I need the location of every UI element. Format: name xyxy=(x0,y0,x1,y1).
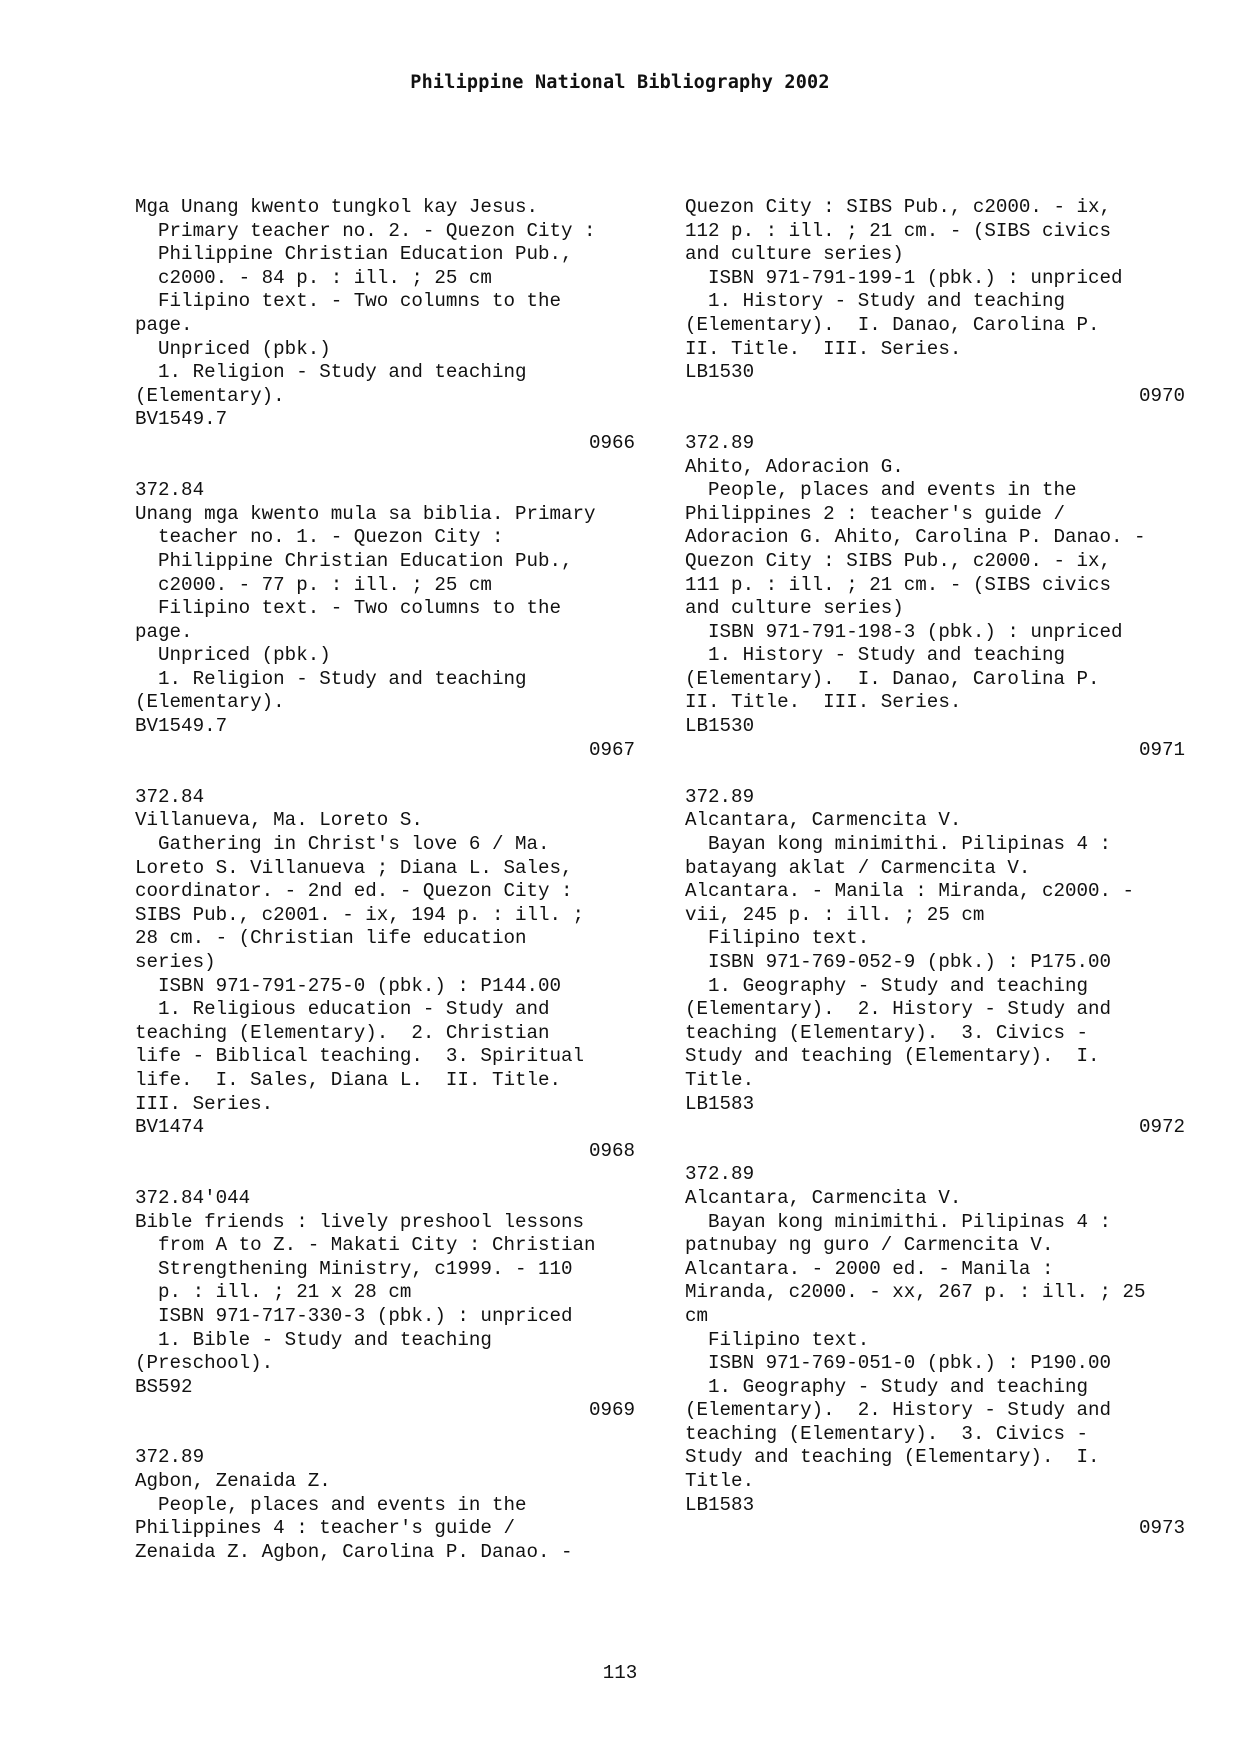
entry-line: c2000. - 84 p. : ill. ; 25 cm xyxy=(135,266,492,289)
entry-line: People, places and events in the xyxy=(685,479,1077,502)
entry-line: life - Biblical teaching. 3. Spiritual xyxy=(135,1045,585,1068)
entry-line: Unpriced (pbk.) xyxy=(135,337,331,360)
entry-line: LB1583 xyxy=(685,1493,755,1516)
bibliography-entry xyxy=(685,196,1185,432)
entry-line: (Elementary). I. Danao, Carolina P. xyxy=(685,667,1100,690)
entry-line: (Preschool). xyxy=(135,1352,274,1375)
entry-line: Philippines 4 : teacher's guide / xyxy=(135,1517,515,1540)
entry-line: Philippine Christian Education Pub., xyxy=(135,243,573,266)
entry-line: vii, 245 p. : ill. ; 25 cm xyxy=(685,903,985,926)
entry-line: Study and teaching (Elementary). I. xyxy=(685,1446,1100,1469)
entry-line: Alcantara, Carmencita V. xyxy=(685,1186,962,1209)
entry-line: 1. Religious education - Study and xyxy=(135,998,550,1021)
bibliography-entry xyxy=(135,1446,635,1564)
entry-line: BV1549.7 xyxy=(135,715,228,738)
entry-line: (Elementary). xyxy=(135,384,285,407)
entry-line: Agbon, Zenaida Z. xyxy=(135,1470,331,1493)
entry-line: II. Title. III. Series. xyxy=(685,691,962,714)
entry-line: 372.89 xyxy=(135,1446,205,1469)
entry-line: Villanueva, Ma. Loreto S. xyxy=(135,809,423,832)
entry-line: (Elementary). 2. History - Study and xyxy=(685,998,1112,1021)
entry-spacer xyxy=(135,1423,635,1447)
entry-line: 28 cm. - (Christian life education xyxy=(135,927,527,950)
entry-line: Title. xyxy=(685,1068,755,1091)
entry-line: Study and teaching (Elementary). I. xyxy=(685,1045,1100,1068)
entry-line: 1. Religion - Study and teaching xyxy=(135,361,527,384)
entry-line: patnubay ng guro / Carmencita V. xyxy=(685,1234,1054,1257)
entry-line: Filipino text. - Two columns to the xyxy=(135,597,562,620)
entry-line: ISBN 971-769-051-0 (pbk.) : P190.00 xyxy=(685,1352,1112,1375)
bibliography-entry xyxy=(135,1187,635,1447)
entry-line: Miranda, c2000. - xx, 267 p. : ill. ; 25 xyxy=(685,1281,1146,1304)
bibliography-entry xyxy=(135,786,635,1187)
entry-line: (Elementary). xyxy=(135,691,285,714)
entry-line: Mga Unang kwento tungkol kay Jesus. xyxy=(135,196,539,218)
entry-line: Strengthening Ministry, c1999. - 110 xyxy=(135,1257,573,1280)
entry-line: Bible friends : lively preshool lessons xyxy=(135,1210,585,1233)
entry-line: Ahito, Adoracion G. xyxy=(685,455,904,478)
entry-line: Bayan kong minimithi. Pilipinas 4 : xyxy=(685,1210,1112,1233)
entry-line: Alcantara. - Manila : Miranda, c2000. - xyxy=(685,880,1135,903)
entry-line: BS592 xyxy=(135,1375,193,1398)
entry-line: life. I. Sales, Diana L. II. Title. xyxy=(135,1068,562,1091)
entry-line: LB1583 xyxy=(685,1092,755,1115)
entry-line: ISBN 971-791-199-1 (pbk.) : unpriced xyxy=(685,266,1123,289)
left-column xyxy=(135,196,635,1564)
entry-line: batayang aklat / Carmencita V. xyxy=(685,856,1031,879)
entry-line: Filipino text. xyxy=(685,1328,870,1351)
entry-line: Alcantara, Carmencita V. xyxy=(685,809,962,832)
entry-line: cm xyxy=(685,1304,709,1327)
bibliography-entry xyxy=(685,432,1185,786)
entry-line: SIBS Pub., c2001. - ix, 194 p. : ill. ; xyxy=(135,903,585,926)
entry-line: 372.84 xyxy=(135,479,205,502)
bibliography-entry xyxy=(685,1163,1185,1564)
entry-line: LB1530 xyxy=(685,715,755,738)
entry-line: and culture series) xyxy=(685,243,904,266)
right-column xyxy=(685,196,1185,1564)
entry-line: 372.89 xyxy=(685,431,755,454)
entry-line: BV1474 xyxy=(135,1116,205,1139)
entry-spacer xyxy=(685,762,1185,786)
entry-line: p. : ill. ; 21 x 28 cm xyxy=(135,1281,412,1304)
entry-line: (Elementary). I. Danao, Carolina P. xyxy=(685,313,1100,336)
entry-line: Zenaida Z. Agbon, Carolina P. Danao. - xyxy=(135,1540,573,1563)
entry-line: 1. History - Study and teaching xyxy=(685,644,1065,667)
entry-line: coordinator. - 2nd ed. - Quezon City : xyxy=(135,880,573,903)
entry-spacer xyxy=(135,762,635,786)
entry-spacer xyxy=(685,1541,1185,1565)
entry-line: series) xyxy=(135,951,216,973)
entry-line: Quezon City : SIBS Pub., c2000. - ix, xyxy=(685,549,1112,572)
entry-spacer xyxy=(685,1140,1185,1164)
entry-line: Filipino text. xyxy=(685,927,870,950)
entry-line: BV1549.7 xyxy=(135,408,228,431)
entry-line: ISBN 971-791-275-0 (pbk.) : P144.00 xyxy=(135,974,562,997)
bibliography-entry xyxy=(685,786,1185,1164)
entry-line: 111 p. : ill. ; 21 cm. - (SIBS civics xyxy=(685,573,1112,596)
page-title: Philippine National Bibliography 2002 xyxy=(410,72,830,93)
entry-line: 372.84 xyxy=(135,785,205,808)
entry-line: page. xyxy=(135,313,193,336)
entry-line: 1. Geography - Study and teaching xyxy=(685,1375,1089,1398)
entry-line: ISBN 971-717-330-3 (pbk.) : unpriced xyxy=(135,1304,573,1327)
entry-line: (Elementary). 2. History - Study and xyxy=(685,1399,1112,1422)
entry-line: Title. xyxy=(685,1470,755,1493)
entry-number: 0971 xyxy=(1138,738,1185,761)
bibliography-entry xyxy=(135,196,635,479)
entry-number: 0966 xyxy=(588,431,635,454)
entry-line: 1. Religion - Study and teaching xyxy=(135,667,527,690)
entry-line: LB1530 xyxy=(685,361,755,384)
entry-line: Alcantara. - 2000 ed. - Manila : xyxy=(685,1257,1054,1280)
entry-line: Gathering in Christ's love 6 / Ma. xyxy=(135,833,550,856)
entry-number: 0969 xyxy=(588,1399,635,1422)
entry-number: 0970 xyxy=(1138,384,1185,407)
entry-line: Loreto S. Villanueva ; Diana L. Sales, xyxy=(135,856,573,879)
entry-line: teaching (Elementary). 2. Christian xyxy=(135,1021,550,1044)
entry-line: 112 p. : ill. ; 21 cm. - (SIBS civics xyxy=(685,219,1112,242)
entry-number: 0968 xyxy=(588,1139,635,1162)
page-number: 113 xyxy=(602,1662,638,1684)
entry-spacer xyxy=(685,408,1185,432)
entry-line: 1. Geography - Study and teaching xyxy=(685,974,1089,997)
entry-line: teacher no. 1. - Quezon City : xyxy=(135,526,504,549)
entry-line: Unang mga kwento mula sa biblia. Primary xyxy=(135,502,596,525)
entry-line: 372.84'044 xyxy=(135,1186,251,1209)
entry-number: 0973 xyxy=(1138,1517,1185,1540)
entry-spacer xyxy=(135,456,635,480)
entry-spacer xyxy=(135,1163,635,1187)
entry-number: 0967 xyxy=(588,738,635,761)
entry-line: Primary teacher no. 2. - Quezon City : xyxy=(135,219,596,242)
entry-line: Philippine Christian Education Pub., xyxy=(135,549,573,572)
entry-line: ISBN 971-791-198-3 (pbk.) : unpriced xyxy=(685,620,1123,643)
entry-line: teaching (Elementary). 3. Civics - xyxy=(685,1422,1089,1445)
entry-line: Bayan kong minimithi. Pilipinas 4 : xyxy=(685,833,1112,856)
entry-line: from A to Z. - Makati City : Christian xyxy=(135,1234,596,1257)
entry-line: People, places and events in the xyxy=(135,1493,527,1516)
entry-line: teaching (Elementary). 3. Civics - xyxy=(685,1021,1089,1044)
entry-line: 1. Bible - Study and teaching xyxy=(135,1328,492,1351)
entry-line: Quezon City : SIBS Pub., c2000. - ix, xyxy=(685,196,1112,218)
entry-line: III. Series. xyxy=(135,1092,274,1115)
entry-line: Filipino text. - Two columns to the xyxy=(135,290,562,313)
entry-line: 372.89 xyxy=(685,1163,755,1186)
entry-line: c2000. - 77 p. : ill. ; 25 cm xyxy=(135,573,492,596)
entry-line: Unpriced (pbk.) xyxy=(135,644,331,667)
entry-line: Philippines 2 : teacher's guide / xyxy=(685,502,1065,525)
bibliography-entry xyxy=(135,479,635,786)
entry-line: II. Title. III. Series. xyxy=(685,337,962,360)
entry-number: 0972 xyxy=(1138,1116,1185,1139)
entry-line: 372.89 xyxy=(685,785,755,808)
entry-line: page. xyxy=(135,620,193,643)
entry-line: 1. History - Study and teaching xyxy=(685,290,1065,313)
entry-line: Adoracion G. Ahito, Carolina P. Danao. - xyxy=(685,526,1146,549)
entry-line: and culture series) xyxy=(685,597,904,620)
entry-line: ISBN 971-769-052-9 (pbk.) : P175.00 xyxy=(685,951,1112,973)
